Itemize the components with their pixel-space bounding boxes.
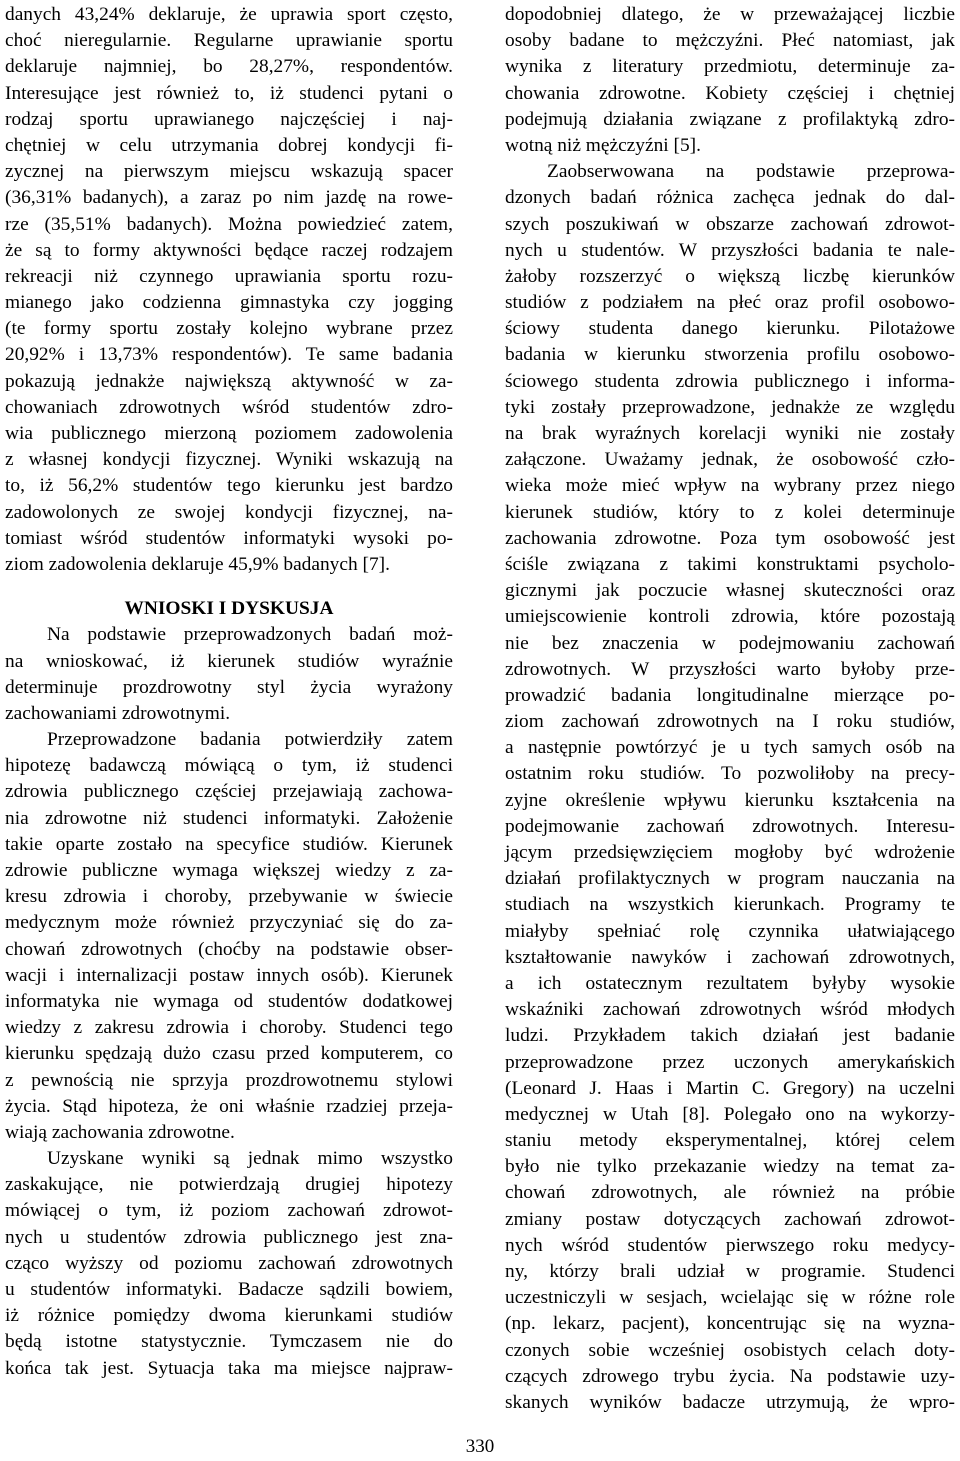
text-line: na wnioskować, iż kierunek studiów wyraźnie (5, 650, 453, 672)
text-line: wotną niż mężczyźni [5]. (505, 134, 701, 156)
text-line: wacji i internalizacji postaw innych osób). Kierunek (5, 964, 453, 986)
text-line: zdrowotnych. W przyszłości warto byłoby prze- (505, 658, 955, 680)
text-line: gicznymi jak poczucie własnej skuteczności oraz (505, 580, 955, 602)
text-line: podejmują działania związane z profilaktyką zdro- (505, 108, 955, 130)
text-line: hipotezę badawczą mówiącą o tym, iż studenci (5, 755, 453, 777)
text-line: ściowego studenta zdrowia publicznego i informa- (505, 370, 955, 392)
text-line: ściśle związana z takimi konstruktami psycholo- (505, 553, 955, 575)
text-line: nych wśród studentów pierwszego roku medycy- (505, 1234, 955, 1256)
text-line: mianego jako codzienna gimnastyka czy jogging (5, 292, 453, 314)
text-line: wieka może mieć wpływ na wybrany przez niego (505, 475, 955, 497)
text-line: jącym przedsięwzięciem mogłoby być wdrożenie (505, 842, 955, 863)
left-column (5, 2, 453, 1382)
text-line: wiedzy z zakresu zdrowia i choroby. Studenci tego (5, 1017, 453, 1039)
text-line: nia zdrowotne niż studenci informatyki. Założenie (5, 807, 453, 829)
text-line: szych poszukiwań w obszarze zachowań zdrowot- (505, 213, 955, 235)
text-line: końca tak jest. Sytuacja taka ma miejsce najpraw- (5, 1357, 453, 1379)
text-line: z własnej kondycji fizycznej. Wyniki wskazują na (5, 449, 453, 471)
text-line: będą istotne statystycznie. Tymczasem nie do (5, 1331, 453, 1353)
text-line: chowań zdrowotnych (choćby na podstawie obser- (5, 938, 453, 960)
text-line: żałoby rozszerzyć o większą liczbę kierunków (505, 265, 955, 287)
text-line: nych u studentów. W przyszłości badania te nale- (505, 239, 955, 261)
text-line: ziom zachowań zdrowotnych na I roku studiów, (505, 711, 955, 733)
text-line: dopodobniej dlatego, że w przeważającej liczbie (505, 4, 955, 25)
text-line: rze (35,51% badanych). Można powiedzieć zatem, (5, 213, 453, 235)
text-line: podejmowanie zachowań zdrowotnych. Interesu- (505, 815, 955, 837)
text-line: medycznym może również przyczyniać się do za- (5, 912, 453, 934)
text-line: studiach na wszystkich kierunkach. Programy te (505, 894, 955, 916)
text-line: Interesujące jest również to, iż studenci pytani o (5, 82, 453, 104)
text-line: informatyka nie wymaga od studentów dodatkowej (5, 990, 453, 1012)
text-line: studiów z podziałem na płeć oraz profil osobowo- (505, 292, 955, 314)
text-line: cząco wyższy od poziomu zachowań zdrowotnych (5, 1252, 453, 1274)
text-line: rodzaj sportu uprawianego najczęściej i naj- (5, 108, 453, 130)
text-line: zachowania zdrowotne. Poza tym osobowość jest (505, 527, 955, 549)
text-line: zadowolonych ze swojej kondycji fizycznej, na- (5, 501, 453, 523)
text-line: tyki zostały przeprowadzone, jednakże ze względu (505, 396, 955, 418)
text-line: umiejscowienie kontroli zdrowia, które pozostają (505, 606, 955, 628)
text-line: uczestniczyli w sesjach, wcielając się w różne role (505, 1287, 955, 1309)
text-line: przeprowadzone przez uczonych amerykańskich (505, 1051, 955, 1073)
text-line: mówiącej o tym, iż poziom zachowań zdrowot- (5, 1200, 453, 1222)
text-line: zmiany postaw dotyczących zachowań zdrowot- (505, 1208, 955, 1230)
text-line: takie oparte zostało na specyfice studiów. Kierunek (5, 833, 453, 855)
text-line: choć nieregularnie. Regularne uprawianie sportu (5, 30, 453, 52)
text-line: osoby badane to mężczyźni. Płeć natomiast, jak (505, 30, 955, 52)
text-line: (Leonard J. Haas i Martin C. Gregory) na uczelni (505, 1077, 955, 1099)
text-line: a następnie powtórzyć je u tych samych osób na (505, 737, 955, 759)
text-line: Uzyskane wyniki są jednak mimo wszystko (47, 1148, 453, 1170)
text-line: życia. Stąd hipoteza, że oni właśnie rzadziej przeja- (5, 1095, 453, 1117)
paragraph-spacer (5, 578, 453, 596)
page-number: 330 (465, 1436, 495, 1457)
text-line: 20,92% i 13,73% respondentów). Te same badania (5, 344, 453, 366)
text-line: (np. lekarz, pacjent), koncentrując się na wyzna- (505, 1313, 955, 1335)
text-line: wiają zachowania zdrowotne. (5, 1121, 235, 1143)
text-line: zycznej na pierwszym miejscu wskazują spacer (5, 161, 453, 183)
text-line: iż różnice pomiędzy dwoma kierunkami studiów (5, 1305, 453, 1327)
text-line: danych 43,24% deklaruje, że uprawia sport często, (5, 4, 453, 25)
text-line: z pewnością nie sprzyja prozdrowotnemu stylowi (5, 1069, 453, 1091)
text-line: prowadzić badania longitudinalne mierzące po- (505, 684, 955, 706)
text-line: Zaobserwowana na podstawie przeprowa- (547, 161, 955, 183)
text-line: deklaruje najmniej, bo 28,27%, respondentów. (5, 56, 453, 78)
text-line: wia publicznego mierzoną poziomem zadowolenia (5, 423, 453, 444)
text-line: czonych sobie wcześniej osobistych celach doty- (505, 1339, 955, 1361)
text-line: kresu zdrowia i choroby, przebywanie w świecie (5, 886, 453, 908)
text-line: pokazują jednakże największą aktywność w za- (5, 370, 453, 392)
text-line: ny, którzy brali udział w programie. Studenci (505, 1261, 955, 1282)
text-line: chowania zdrowotne. Kobiety częściej i chętniej (505, 82, 955, 104)
text-line: kierunek studiów, który to z kolei determinuje (505, 501, 955, 523)
text-line: medycznej w Utah [8]. Polegało ono na wykorzy- (505, 1103, 955, 1125)
text-line: ziom zadowolenia deklaruje 45,9% badanych [7]. (5, 553, 390, 575)
text-line: że są to formy aktywności będące raczej rodzajem (5, 239, 453, 261)
text-line: (te formy sportu zostały kolejno wybrane przez (5, 318, 453, 340)
text-line: załączone. Uważamy jednak, że osobowość czło- (505, 449, 955, 471)
text-line: chowań zdrowotnych, ale również na próbie (505, 1182, 955, 1204)
text-line: to, iż 56,2% studentów tego kierunku jest bardzo (5, 475, 453, 497)
text-line: dzonych badań różnica zachęca jednak do dal- (505, 187, 955, 209)
text-line: wynika z literatury przedmiotu, determinuje za- (505, 56, 955, 78)
text-line: rekreacji niż czynnego uprawiania sportu rozu- (5, 265, 453, 287)
text-line: zyjne określenie wpływu kierunku kształcenia na (505, 789, 955, 811)
text-line: ludzi. Przykładem takich działań jest badanie (505, 1025, 955, 1047)
text-line: było nie tylko przekazanie wiedzy na temat za- (505, 1156, 955, 1178)
text-line: nych u studentów zdrowia publicznego jest zna- (5, 1226, 453, 1248)
text-line: (36,31% badanych), a zaraz po nim jazdę na rowe- (5, 187, 453, 209)
text-line: zdrowia publicznego częściej przejawiają zachowa- (5, 781, 453, 803)
text-line: chętniej w celu utrzymania dobrej kondycji fi- (5, 134, 453, 156)
text-line: czących zdrowego trybu życia. Na podstawie uzy- (505, 1365, 955, 1387)
text-line: Przeprowadzone badania potwierdziły zatem (47, 729, 453, 751)
text-line: zachowaniami zdrowotnymi. (5, 702, 231, 724)
text-line: a ich ostatecznym rezultatem byłyby wysokie (505, 972, 955, 994)
text-line: chowaniach zdrowotnych wśród studentów zdro- (5, 396, 453, 418)
text-line: badania w kierunku stworzenia profilu osobowo- (505, 344, 955, 366)
text-line: ściowy studenta danego kierunku. Pilotażowe (505, 318, 955, 340)
text-line: kształtowanie nawyków i zachowań zdrowotnych, (505, 946, 955, 968)
text-line: wskaźniki zachowań zdrowotnych wśród młodych (505, 999, 955, 1021)
text-line: Na podstawie przeprowadzonych badań moż- (47, 624, 453, 646)
text-line: miałyby spełniać rolę czynnika ułatwiającego (505, 920, 955, 942)
text-line: determinuje prozdrowotny styl życia wyrażony (5, 676, 453, 698)
text-line: u studentów informatyki. Badacze sądzili bowiem, (5, 1279, 453, 1300)
text-line: ostatnim roku studiów. To pozwoliłoby na precy- (505, 763, 955, 785)
right-column (505, 2, 955, 1416)
text-line: działań profilaktycznych w program nauczania na (505, 868, 955, 890)
text-line: kierunku spędzają dużo czasu przed komputerem, co (5, 1043, 453, 1065)
text-line: nie bez znaczenia w podejmowaniu zachowań (505, 632, 955, 654)
text-line: na brak wyraźnych korelacji wyniki nie zostały (505, 423, 955, 444)
section-heading: WNIOSKI I DYSKUSJA (124, 598, 334, 620)
text-line: tomiast wśród studentów informatyki wysoki po- (5, 527, 453, 549)
text-line: zaskakujące, nie potwierdzają drugiej hipotezy (5, 1174, 453, 1196)
text-line: staniu metody eksperymentalnej, której celem (505, 1130, 955, 1152)
text-line: skanych wyników badacze utrzymują, że wpro- (505, 1391, 955, 1413)
text-line: zdrowie publiczne wymaga większej wiedzy z za- (5, 860, 453, 881)
